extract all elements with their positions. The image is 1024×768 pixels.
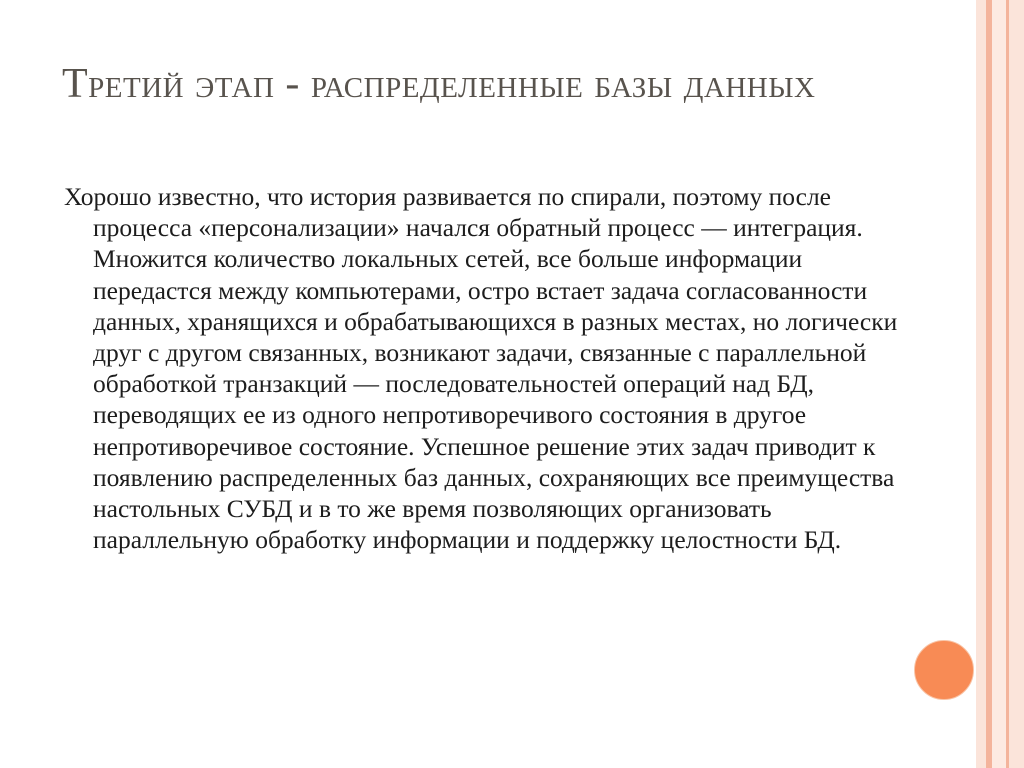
border-stripe: [976, 0, 986, 768]
border-stripe: [992, 0, 1006, 768]
border-stripe: [1009, 0, 1024, 768]
accent-circle: [914, 640, 974, 700]
slide-title: Третий этап - распределенные базы данных: [62, 61, 816, 107]
slide-body-text: Хорошо известно, что история развивается по спирали, поэтому после процесса «персонализации» начался обратный процесс — интеграция. Множится количество локальных сетей, все больше информации передастся между компьютерами, остро встает задача согласованности данных, хранящихся и обрабатывающихся в разных местах, но логически друг с другом связанных, возникают задачи, связанные с параллельной обработкой транзакций — последовательностей операций над БД, переводящих ее из одного непротиворечивого состояния в другое непротиворечивое состояние. Успешное решение этих задач приводит к появлению распределенных баз данных, сохраняющих все преимущества настольных СУБД и в то же время позволяющих организовать параллельную обработку информации и поддержку целостности БД.: [64, 182, 898, 555]
